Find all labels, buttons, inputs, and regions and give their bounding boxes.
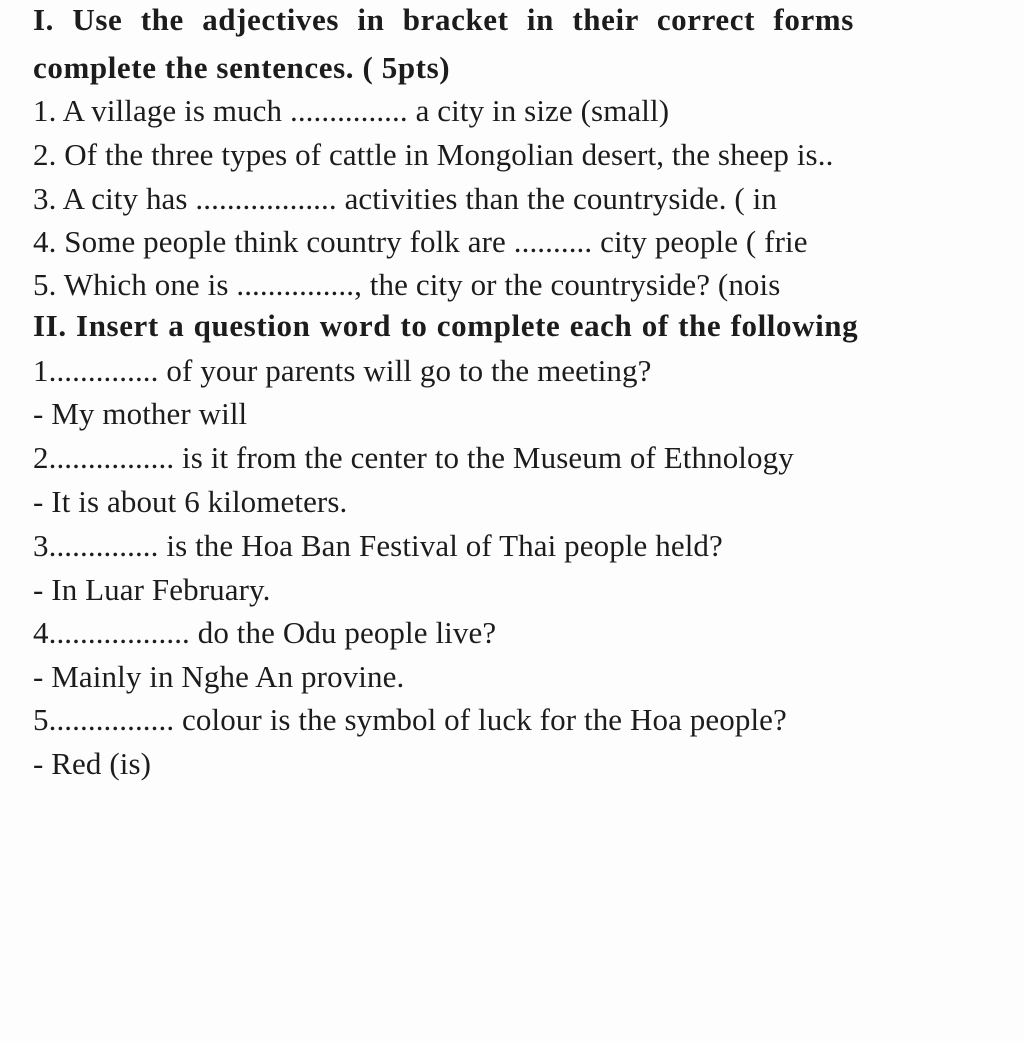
question-2: 2................ is it from the center to the Museum of Ethnology (33, 440, 794, 475)
sentence-1: 1. A village is much ............... a city in size (small) (33, 93, 670, 128)
sentence-4: 4. Some people think country folk are .......... city people ( frie (33, 224, 808, 259)
sentence-3: 3. A city has .................. activities than the countryside. ( in (33, 181, 777, 216)
section-1-heading: I. Use the adjectives in bracket in their correct forms (33, 2, 854, 37)
answer-4: - Mainly in Nghe An provine. (33, 659, 405, 694)
sentence-5: 5. Which one is ..............., the city or the countryside? (nois (33, 267, 781, 302)
answer-5: - Red (is) (33, 746, 152, 781)
question-1: 1.............. of your parents will go to the meeting? (33, 353, 652, 388)
section-1-heading-continued: complete the sentences. ( 5pts) (33, 50, 451, 85)
answer-2: - It is about 6 kilometers. (33, 484, 348, 519)
question-3: 3.............. is the Hoa Ban Festival of Thai people held? (33, 528, 723, 563)
answer-1: - My mother will (33, 396, 248, 431)
section-2-heading: II. Insert a question word to complete each of the following (33, 308, 859, 343)
answer-3: - In Luar February. (33, 572, 271, 607)
sentence-2: 2. Of the three types of cattle in Mongolian desert, the sheep is.. (33, 137, 834, 172)
question-5: 5................ colour is the symbol of luck for the Hoa people? (33, 702, 787, 737)
question-4: 4.................. do the Odu people live? (33, 615, 497, 650)
